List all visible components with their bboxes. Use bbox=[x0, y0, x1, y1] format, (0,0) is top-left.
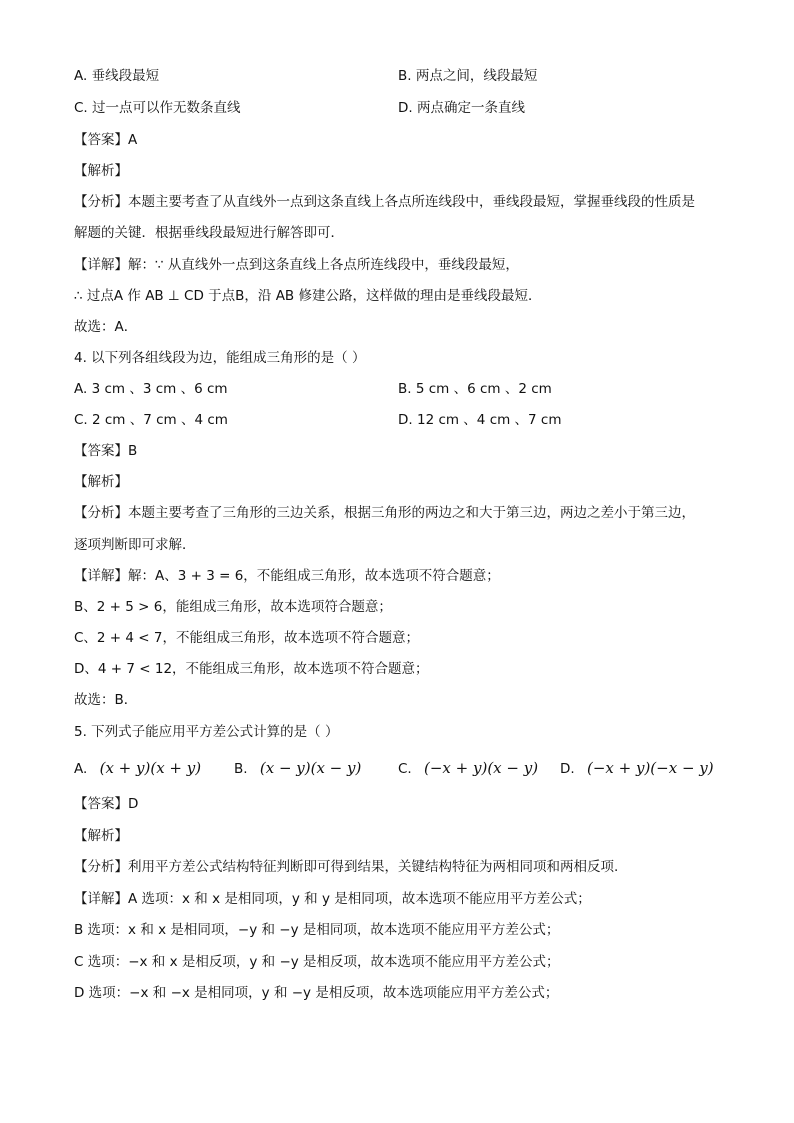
q4-analysis-line-2: 逐项判断即可求解． bbox=[74, 537, 196, 553]
q5-option-a-expr: (x + y)(x + y) bbox=[99, 759, 202, 777]
q4-jiexi: 【解析】 bbox=[74, 474, 128, 490]
q3-analysis-line-2: 解题的关键．根据垂线段最短进行解答即可． bbox=[74, 225, 344, 241]
q4-analysis-line-1: 【分析】本题主要考查了三角形的三边关系，根据三角形的两边之和大于第三边，两边之差小于第三边， bbox=[74, 505, 695, 521]
q5-detail-line-2: B 选项：x 和 x 是相同项，−y 和 −y 是相同项，故本选项不能应用平方差公式； bbox=[74, 922, 560, 938]
q5-stem: 5. 下列式子能应用平方差公式计算的是（ ） bbox=[74, 724, 339, 740]
q3-option-b: B. 两点之间，线段最短 bbox=[398, 68, 538, 84]
q4-stem: 4. 以下列各组线段为边，能组成三角形的是（ ） bbox=[74, 350, 366, 366]
q5-option-d bbox=[560, 759, 714, 778]
q3-jiexi: 【解析】 bbox=[74, 163, 128, 179]
q3-option-d: D. 两点确定一条直线 bbox=[398, 100, 525, 116]
q4-option-a: A. 3 cm 、3 cm 、6 cm bbox=[74, 381, 228, 397]
q5-option-c bbox=[398, 759, 538, 778]
q3-option-a: A. 垂线段最短 bbox=[74, 68, 160, 84]
q5-option-b-label: B. bbox=[234, 761, 248, 777]
q4-detail-line-1: 【详解】解：A、3 + 3 = 6，不能组成三角形，故本选项不符合题意； bbox=[74, 568, 500, 584]
q3-analysis-line-1: 【分析】本题主要考查了从直线外一点到这条直线上各点所连线段中，垂线段最短，掌握垂线段的性质是 bbox=[74, 194, 695, 210]
q5-detail-line-1: 【详解】A 选项：x 和 x 是相同项，y 和 y 是相同项，故本选项不能应用平方差公式； bbox=[74, 891, 591, 907]
q4-choose: 故选：B． bbox=[74, 692, 138, 708]
q5-detail-line-3: C 选项：−x 和 x 是相反项，y 和 −y 是相反项，故本选项不能应用平方差公式； bbox=[74, 954, 560, 970]
q4-option-b: B. 5 cm 、6 cm 、2 cm bbox=[398, 381, 552, 397]
q4-detail-line-2: B、2 + 5 > 6，能组成三角形，故本选项符合题意； bbox=[74, 599, 392, 615]
q3-choose: 故选：A． bbox=[74, 319, 138, 335]
q4-option-c: C. 2 cm 、7 cm 、4 cm bbox=[74, 412, 228, 428]
q5-option-d-label: D. bbox=[560, 761, 575, 777]
q5-detail-line-4: D 选项：−x 和 −x 是相同项，y 和 −y 是相反项，故本选项能应用平方差公式； bbox=[74, 985, 559, 1001]
q5-option-b-expr: (x − y)(x − y) bbox=[259, 759, 362, 777]
q5-jiexi: 【解析】 bbox=[74, 828, 128, 844]
q5-option-b bbox=[234, 759, 361, 778]
q5-option-c-expr: (−x + y)(x − y) bbox=[424, 759, 539, 777]
q5-option-a bbox=[74, 759, 201, 778]
q3-option-c: C. 过一点可以作无数条直线 bbox=[74, 100, 241, 116]
q4-option-d: D. 12 cm 、4 cm 、7 cm bbox=[398, 412, 562, 428]
q4-detail-line-3: C、2 + 4 < 7，不能组成三角形，故本选项不符合题意； bbox=[74, 630, 419, 646]
q4-detail-line-4: D、4 + 7 < 12，不能组成三角形，故本选项不符合题意； bbox=[74, 661, 429, 677]
q5-option-c-label: C. bbox=[398, 761, 412, 777]
q4-answer: 【答案】B bbox=[74, 443, 138, 459]
q5-analysis: 【分析】利用平方差公式结构特征判断即可得到结果，关键结构特征为两相同项和两相反项. bbox=[74, 859, 619, 875]
q3-detail-line-2: ∴ 过点A 作 AB ⊥ CD 于点B，沿 AB 修建公路，这样做的理由是垂线段最短． bbox=[74, 288, 542, 304]
q5-answer: 【答案】D bbox=[74, 796, 139, 812]
q3-detail-line-1: 【详解】解：∵ 从直线外一点到这条直线上各点所连线段中，垂线段最短， bbox=[74, 257, 519, 273]
q5-option-a-label: A. bbox=[74, 761, 88, 777]
q5-option-d-expr: (−x + y)(−x − y) bbox=[586, 759, 714, 777]
q3-answer: 【答案】A bbox=[74, 132, 138, 148]
